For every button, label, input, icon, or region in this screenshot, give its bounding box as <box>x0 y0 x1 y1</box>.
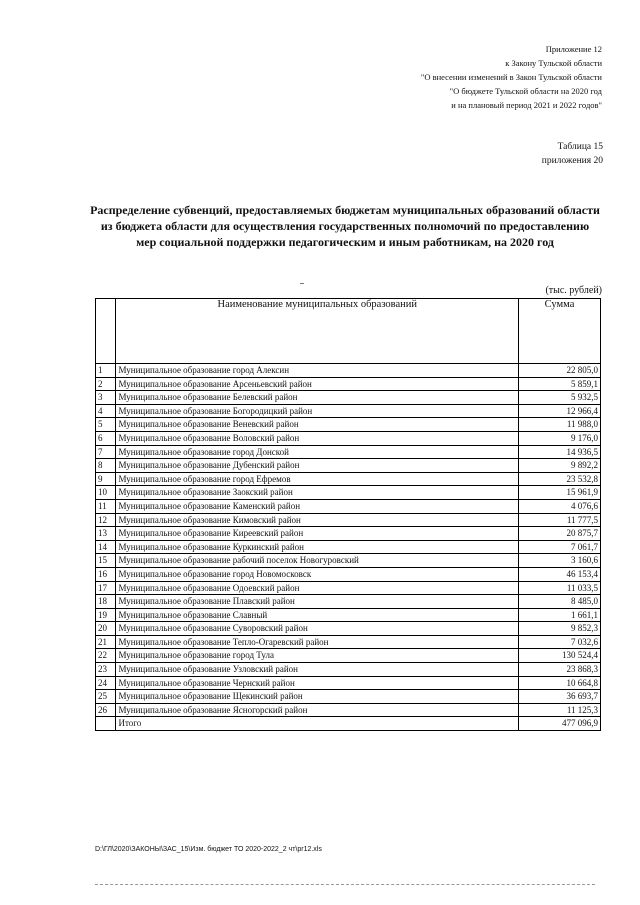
table-row <box>96 690 601 704</box>
appendix-line-5: и на плановый период 2021 и 2022 годов" <box>451 100 602 110</box>
table-row <box>96 513 601 527</box>
table-row <box>96 567 601 581</box>
table-row <box>96 663 601 677</box>
document-title: Распределение субвенций, предоставляемых бюджетам муниципальных образований области из бюджета области для осуществления государственных полномочий по предоставлению мер социальной поддержки педагогическим и иным работникам, на 2020 год <box>90 203 600 249</box>
row-name: Муниципальное образование Плавский район <box>116 595 519 609</box>
table-row <box>96 486 601 500</box>
row-number: 5 <box>96 418 116 432</box>
row-number: 21 <box>96 635 116 649</box>
row-sum: 9 852,3 <box>519 622 601 636</box>
row-sum: 9 176,0 <box>519 431 601 445</box>
row-sum: 130 524,4 <box>519 649 601 663</box>
row-name: Муниципальное образование Славный <box>116 608 519 622</box>
row-name: Муниципальное образование Тепло-Огаревский район <box>116 635 519 649</box>
row-number: 3 <box>96 391 116 405</box>
table-row <box>96 622 601 636</box>
row-sum: 5 932,5 <box>519 391 601 405</box>
row-name: Муниципальное образование город Донской <box>116 445 519 459</box>
total-label: Итого <box>116 717 519 731</box>
table-row <box>96 472 601 486</box>
row-sum: 9 892,2 <box>519 459 601 473</box>
row-name: Муниципальное образование город Алексин <box>116 364 519 378</box>
row-name: Муниципальное образование город Ефремов <box>116 472 519 486</box>
appendix-line-2: к Закону Тульской области <box>505 58 602 68</box>
row-number: 1 <box>96 364 116 378</box>
table-row <box>96 554 601 568</box>
row-sum: 7 032,6 <box>519 635 601 649</box>
row-name: Муниципальное образование Узловский район <box>116 663 519 677</box>
header-num-cell <box>96 299 116 364</box>
row-number: 22 <box>96 649 116 663</box>
table-ref-line-1: Таблица 15 <box>557 142 603 152</box>
row-number: 23 <box>96 663 116 677</box>
row-name: Муниципальное образование Щекинский район <box>116 690 519 704</box>
table-row <box>96 377 601 391</box>
table-row <box>96 459 601 473</box>
bottom-dashed-line <box>95 884 595 885</box>
table-row <box>96 649 601 663</box>
table-body <box>96 364 601 731</box>
row-number: 16 <box>96 567 116 581</box>
row-sum: 22 805,0 <box>519 364 601 378</box>
row-number: 2 <box>96 377 116 391</box>
table-row <box>96 703 601 717</box>
row-sum: 11 125,3 <box>519 703 601 717</box>
row-number: 7 <box>96 445 116 459</box>
row-name: Муниципальное образование рабочий поселок Новогуровский <box>116 554 519 568</box>
row-sum: 20 875,7 <box>519 527 601 541</box>
table-row <box>96 445 601 459</box>
row-sum: 8 485,0 <box>519 595 601 609</box>
table-row <box>96 431 601 445</box>
row-name: Муниципальное образование Заокский район <box>116 486 519 500</box>
row-number: 10 <box>96 486 116 500</box>
units-label: (тыс. рублей) <box>545 285 602 296</box>
row-name: Муниципальное образование Арсеньевский район <box>116 377 519 391</box>
row-name: Муниципальное образование Чернский район <box>116 676 519 690</box>
row-name: Муниципальное образование Веневский район <box>116 418 519 432</box>
row-name: Муниципальное образование Каменский район <box>116 499 519 513</box>
appendix-line-3: "О внесении изменений в Закон Тульской области <box>420 72 602 82</box>
table-row <box>96 540 601 554</box>
row-number: 8 <box>96 459 116 473</box>
total-row <box>96 717 601 731</box>
row-sum: 46 153,4 <box>519 567 601 581</box>
row-number: 13 <box>96 527 116 541</box>
row-number: 18 <box>96 595 116 609</box>
row-sum: 23 868,3 <box>519 663 601 677</box>
table-row <box>96 418 601 432</box>
row-number: 4 <box>96 404 116 418</box>
row-number: 26 <box>96 703 116 717</box>
row-sum: 15 961,9 <box>519 486 601 500</box>
row-name: Муниципальное образование город Новомосковск <box>116 567 519 581</box>
row-name: Муниципальное образование Кимовский район <box>116 513 519 527</box>
row-name: Муниципальное образование Одоевский район <box>116 581 519 595</box>
row-number: 20 <box>96 622 116 636</box>
total-sum: 477 096,9 <box>519 717 601 731</box>
row-name: Муниципальное образование Суворовский район <box>116 622 519 636</box>
row-sum: 36 693,7 <box>519 690 601 704</box>
row-sum: 1 661,1 <box>519 608 601 622</box>
row-sum: 14 936,5 <box>519 445 601 459</box>
divider-mark <box>300 283 304 284</box>
header-sum-cell: Сумма <box>519 299 601 364</box>
row-name: Муниципальное образование Воловский район <box>116 431 519 445</box>
table-ref-line-2: приложения 20 <box>541 156 603 166</box>
table-row <box>96 527 601 541</box>
subvention-table <box>95 298 601 731</box>
table-row <box>96 391 601 405</box>
appendix-line-1: Приложение 12 <box>545 44 602 54</box>
row-sum: 11 777,5 <box>519 513 601 527</box>
row-number: 17 <box>96 581 116 595</box>
row-number: 12 <box>96 513 116 527</box>
row-name: Муниципальное образование Дубенский район <box>116 459 519 473</box>
header-name-cell: Наименование муниципальных образований <box>116 299 519 364</box>
row-name: Муниципальное образование Куркинский район <box>116 540 519 554</box>
table-row <box>96 608 601 622</box>
file-path-footer: D:\ГЛ\2020\ЗАКОНЫ\ЗАС_15\Изм. бюджет ТО 2020-2022_2 чт\pr12.xls <box>95 846 322 853</box>
row-sum: 4 076,6 <box>519 499 601 513</box>
row-number: 9 <box>96 472 116 486</box>
table-row <box>96 404 601 418</box>
row-name: Муниципальное образование Белевский район <box>116 391 519 405</box>
table-row <box>96 676 601 690</box>
table-header-row <box>96 299 601 364</box>
row-sum: 10 664,8 <box>519 676 601 690</box>
row-number: 6 <box>96 431 116 445</box>
row-sum: 11 988,0 <box>519 418 601 432</box>
row-sum: 3 160,6 <box>519 554 601 568</box>
row-name: Муниципальное образование Ясногорский район <box>116 703 519 717</box>
table-row <box>96 595 601 609</box>
row-sum: 23 532,8 <box>519 472 601 486</box>
row-name: Муниципальное образование город Тула <box>116 649 519 663</box>
row-name: Муниципальное образование Богородицкий район <box>116 404 519 418</box>
table-row <box>96 364 601 378</box>
row-number: 15 <box>96 554 116 568</box>
total-num-cell <box>96 717 116 731</box>
row-sum: 12 966,4 <box>519 404 601 418</box>
appendix-line-4: "О бюджете Тульской области на 2020 год <box>449 86 602 96</box>
row-name: Муниципальное образование Киреевский район <box>116 527 519 541</box>
table-row <box>96 581 601 595</box>
row-number: 19 <box>96 608 116 622</box>
table-row <box>96 499 601 513</box>
row-sum: 5 859,1 <box>519 377 601 391</box>
row-number: 11 <box>96 499 116 513</box>
row-number: 14 <box>96 540 116 554</box>
table-row <box>96 635 601 649</box>
row-sum: 11 033,5 <box>519 581 601 595</box>
row-number: 24 <box>96 676 116 690</box>
row-sum: 7 061,7 <box>519 540 601 554</box>
row-number: 25 <box>96 690 116 704</box>
